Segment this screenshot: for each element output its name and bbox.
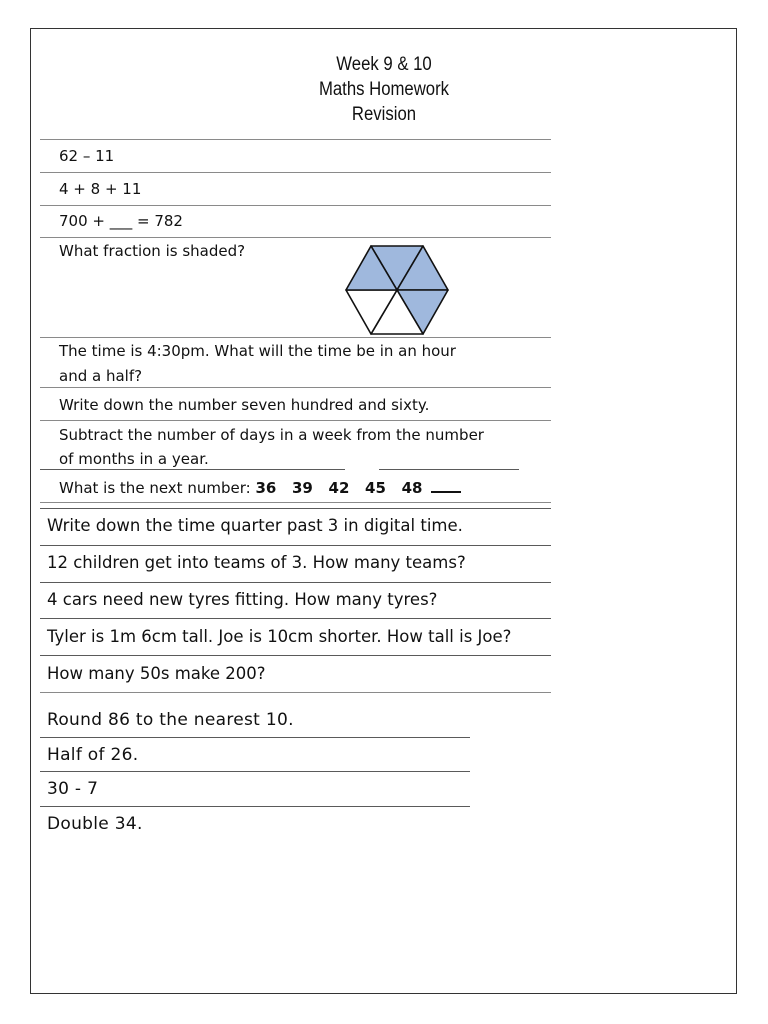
question-subtract-small: 30 - 7: [47, 779, 99, 799]
question-fraction: What fraction is shaded?: [59, 242, 246, 260]
question-sequence: [59, 479, 461, 497]
sequence-numbers: 36 39 42 45 48: [255, 479, 423, 497]
divider: [40, 655, 551, 656]
question-tyres: 4 cars need new tyres fitting. How many tyres?: [47, 590, 438, 609]
question-teams: 12 children get into teams of 3. How many teams?: [47, 553, 466, 572]
divider: [40, 387, 551, 388]
answer-blank: [431, 481, 461, 493]
divider: [40, 420, 551, 421]
question-time-line2: and a half?: [59, 367, 143, 385]
divider: [40, 469, 345, 470]
week-title: Week 9 & 10: [336, 54, 432, 75]
question-digital-time: Write down the time quarter past 3 in digital time.: [47, 516, 463, 535]
shaded-hexagon-figure: [345, 244, 449, 336]
revision-title: Revision: [351, 104, 417, 125]
divider: [40, 582, 551, 583]
divider: [379, 469, 519, 470]
divider: [40, 806, 470, 807]
question-missing-number: 700 + ___ = 782: [59, 212, 183, 230]
divider: [40, 172, 551, 173]
subject-title: Maths Homework: [318, 79, 450, 100]
question-addition: 4 + 8 + 11: [59, 180, 142, 198]
divider: [40, 545, 551, 546]
question-height: Tyler is 1m 6cm tall. Joe is 10cm shorter. How tall is Joe?: [47, 627, 512, 646]
question-subtract-line1: Subtract the number of days in a week from the number: [59, 426, 484, 444]
divider: [40, 337, 551, 338]
divider: [40, 237, 551, 238]
divider: [40, 502, 551, 503]
question-half: Half of 26.: [47, 745, 139, 765]
question-time-line1: The time is 4:30pm. What will the time be in an hour: [59, 342, 456, 360]
divider: [40, 205, 551, 206]
question-round: Round 86 to the nearest 10.: [47, 710, 294, 730]
question-write-number: Write down the number seven hundred and sixty.: [59, 396, 430, 414]
question-subtraction: 62 – 11: [59, 147, 115, 165]
divider: [40, 771, 470, 772]
sequence-prompt: What is the next number:: [59, 479, 251, 497]
divider: [40, 508, 551, 509]
divider: [40, 618, 551, 619]
divider: [40, 692, 551, 693]
question-subtract-line2: of months in a year.: [59, 450, 209, 468]
divider: [40, 737, 470, 738]
question-fifties: How many 50s make 200?: [47, 664, 266, 683]
divider: [40, 139, 551, 140]
question-double: Double 34.: [47, 814, 143, 834]
